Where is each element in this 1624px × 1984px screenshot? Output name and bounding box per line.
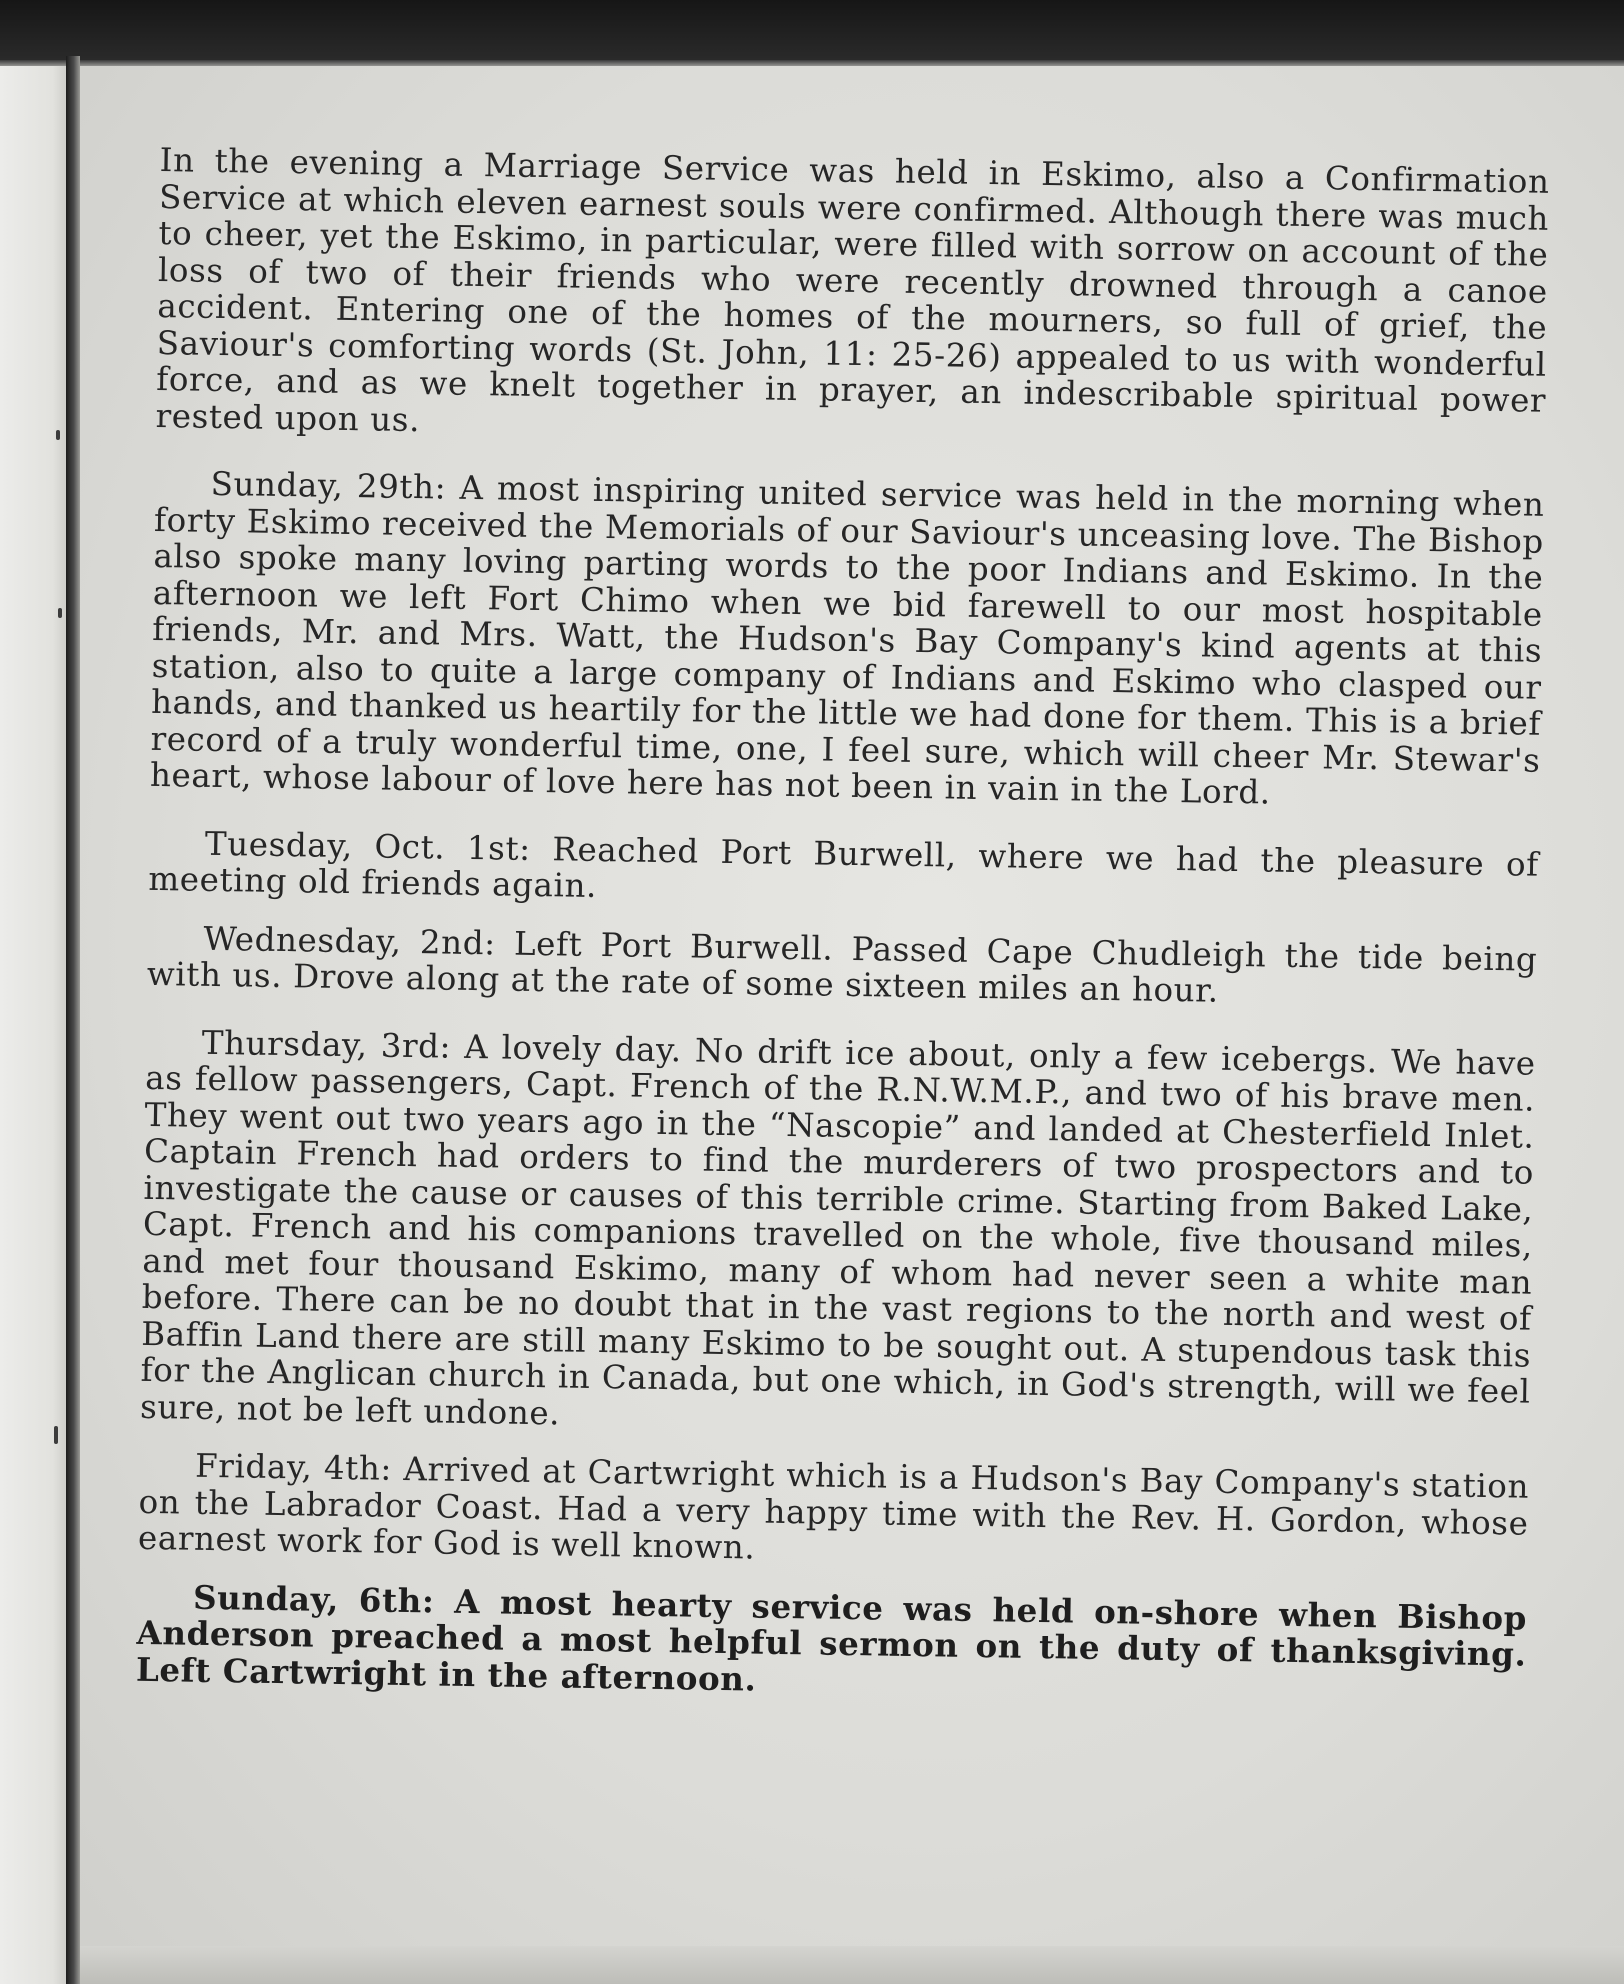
film-top-border xyxy=(0,0,1624,66)
paragraph-marriage-service: In the evening a Marriage Service was held in Eskimo, also a Confirmation Service at which eleven earnest souls were confirmed. Although there was much to cheer, yet the Eskimo, in particular, were filled with sorrow on account of the loss of two of their friends who were recently drowned through a canoe accident. Entering one of the homes of the mourners, so full of grief, the Saviour's comforting words (St. John, 11: 25-26) appealed to us with wonderful force, and as we knelt together in prayer, an indescribable spiritual power rested upon us. xyxy=(155,141,1550,439)
paragraph-wednesday-2nd: Wednesday, 2nd: Left Port Burwell. Passed Cape Chudleigh the tide being with us. Drove along at the rate of some sixteen miles an hour. xyxy=(146,919,1538,1010)
document-text xyxy=(136,142,1550,1710)
page-bottom-shadow xyxy=(80,1946,1624,1984)
paragraph-thursday-3rd: Thursday, 3rd: A lovely day. No drift ice about, only a few icebergs. We have as fellow passengers, Capt. French of the R.N.W.M.P., and two of his brave men. They went out two years ago in the “Nascopie” and landed at Chesterfield Inlet. Captain French had orders to find the murderers of two prospectors and to investigate the cause or causes of this terrible crime. Starting from Baked Lake, Capt. French and his companions travelled on the whole, five thousand miles, and met four thousand Eskimo, many of whom had never seen a white man before. There can be no doubt that in the vast regions to the north and west of Baffin Land there are still many Eskimo to be sought out. A stupendous task this for the Anglican church in Canada, but one which, in God's strength, will we feel sure, not be left undone. xyxy=(139,1023,1536,1432)
binding-mark xyxy=(54,1426,58,1444)
binding-mark xyxy=(56,430,60,440)
left-page-margin xyxy=(0,66,66,1984)
paragraph-sunday-29th: Sunday, 29th: A most inspiring united service was held in the morning when forty Eskimo received the Memorials of our Saviour's unceasing love. The Bishop also spoke many loving parting words to the poor Indians and Eskimo. In the afternoon we left Fort Chimo when we bid farewell to our most hospitable friends, Mr. and Mrs. Watt, the Hudson's Bay Company's kind agents at this station, also to quite a large company of Indians and Eskimo who clasped our hands, and thanked us heartily for the little we had done for them. This is a brief record of a truly wonderful time, one, I feel sure, which will cheer Mr. Stewar's heart, whose labour of love here has not been in vain in the Lord. xyxy=(149,464,1545,812)
paragraph-friday-4th: Friday, 4th: Arrived at Cartwright which is a Hudson's Bay Company's station on the Labrador Coast. Had a very happy time with the Rev. H. Gordon, whose earnest work for God is well known. xyxy=(137,1446,1530,1567)
paragraph-tuesday-oct-1st: Tuesday, Oct. 1st: Reached Port Burwell, where we had the pleasure of meeting old friends again. xyxy=(148,824,1540,905)
binding-mark xyxy=(58,608,62,618)
paragraph-sunday-6th: Sunday, 6th: A most hearty service was held on-shore when Bishop Anderson preached a most helpful sermon on the duty of thanksgiving. Left Cartwright in the afternoon. xyxy=(135,1577,1528,1699)
book-spine xyxy=(66,56,80,1984)
